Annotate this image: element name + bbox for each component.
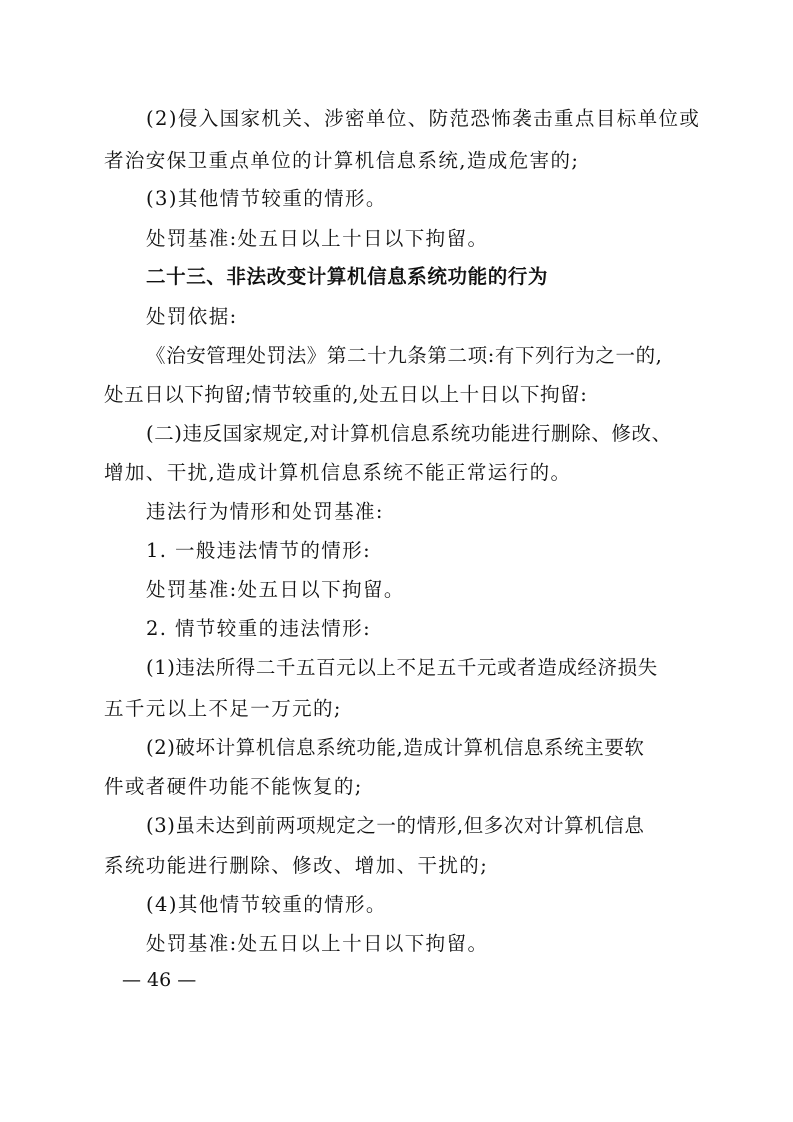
page-number: — 46 —	[122, 969, 197, 991]
paragraph-line: (4)其他情节较重的情形。	[146, 893, 387, 916]
paragraph-line: (2)侵入国家机关、涉密单位、防范恐怖袭击重点目标单位或	[146, 107, 701, 130]
paragraph-line: (3)其他情节较重的情形。	[146, 187, 387, 210]
paragraph-line: 系统功能进行删除、修改、增加、干扰的;	[104, 854, 489, 877]
paragraph-line: 处罚基准:处五日以上十日以下拘留。	[146, 227, 489, 250]
paragraph-line: 处罚基准:处五日以上十日以下拘留。	[146, 932, 489, 955]
paragraph-line: (2)破坏计算机信息系统功能,造成计算机信息系统主要软	[146, 736, 645, 759]
paragraph-line: 件或者硬件功能不能恢复的;	[104, 775, 363, 798]
paragraph-line: (二)违反国家规定,对计算机信息系统功能进行删除、修改、	[146, 422, 672, 445]
paragraph-line: (1)违法所得二千五百元以上不足五千元或者造成经济损失	[146, 656, 658, 679]
paragraph-line: 者治安保卫重点单位的计算机信息系统,造成危害的;	[104, 149, 580, 172]
paragraph-line: 处罚依据:	[146, 305, 238, 328]
paragraph-line: 违法行为情形和处罚基准:	[146, 500, 384, 523]
paragraph-line: 五千元以上不足一万元的;	[104, 697, 342, 720]
paragraph-line: (3)虽未达到前两项规定之一的情形,但多次对计算机信息	[146, 814, 645, 837]
paragraph-line: 处五日以下拘留;情节较重的,处五日以上十日以下拘留:	[104, 383, 588, 406]
paragraph-line: 《治安管理处罚法》第二十九条第二项:有下列行为之一的,	[146, 344, 663, 367]
paragraph-line: 1. 一般违法情节的情形:	[146, 539, 372, 562]
paragraph-line: 处罚基准:处五日以下拘留。	[146, 578, 405, 601]
section-heading: 二十三、非法改变计算机信息系统功能的行为	[146, 265, 549, 288]
paragraph-line: 2. 情节较重的违法情形:	[146, 617, 372, 640]
paragraph-line: 增加、干扰,造成计算机信息系统不能正常运行的。	[104, 461, 572, 484]
